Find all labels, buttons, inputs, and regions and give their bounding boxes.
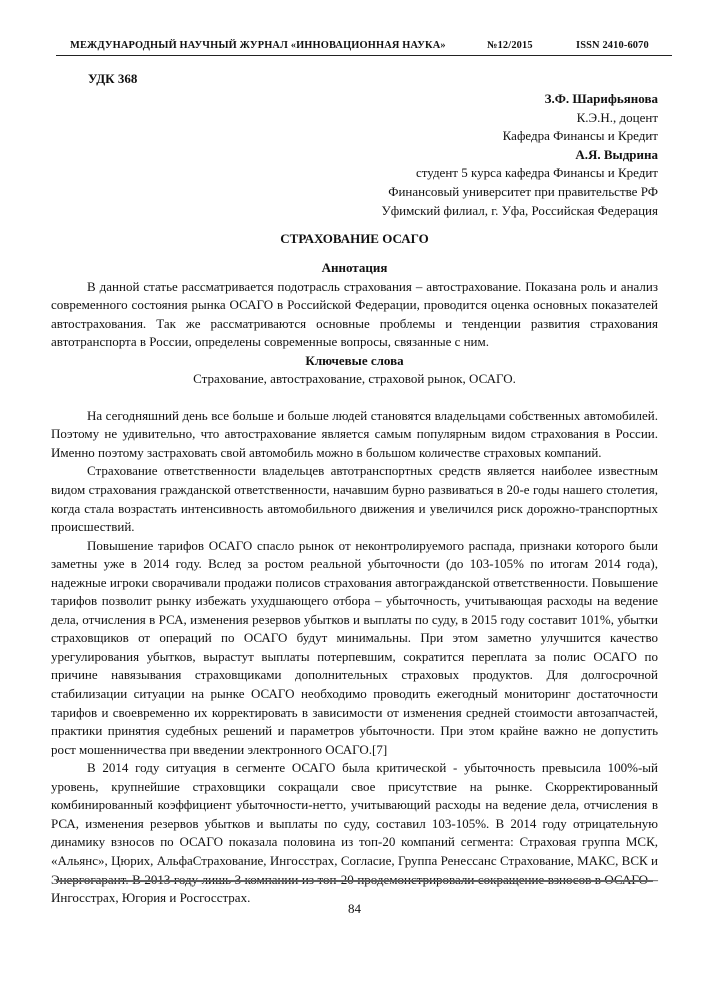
abstract-heading: Аннотация bbox=[321, 260, 388, 275]
footer-rule bbox=[56, 880, 653, 882]
author1-name: З.Ф. Шарифьянова bbox=[544, 91, 658, 106]
branch: Уфимский филиал, г. Уфа, Российская Федерация bbox=[381, 202, 658, 218]
issue-number: №12/2015 bbox=[487, 40, 533, 51]
paragraph-4: В 2014 году ситуация в сегменте ОСАГО была критической - убыточность превысила 100%-ый уровень, крупнейшие страховщики сокращали свое присутствие на рынке. Скорректированный комбинированный коэффициент убыточности-нетто, учитывающий расходы на ведение дела, отчисления в РСА, изменения резервов убытков и выплаты по суду, составил 103-105%. В 2014 году отрицательную динамику взносов по ОСАГО показала половина из топ-20 компаний сегмента: Страховая группа МСК, «Альянс», Цюрих, АльфаСтрахование, Ингосстрах, Согласие, Группа Ренессанс Страхование, МАКС, ВСК и Энергогарант. В 2013 году лишь 3 компании из топ-20 продемонстрировали сокращение взносов в ОСАГО – Ингосстрах, Югория и Росгосстрах. bbox=[51, 760, 658, 906]
author-block bbox=[138, 90, 658, 220]
udk-code: УДК 368 bbox=[88, 71, 138, 86]
keywords-heading: Ключевые слова bbox=[305, 352, 404, 368]
header-rule bbox=[56, 55, 672, 56]
abstract-text: В данной статье рассматривается подотрасль страхования – автострахование. Показана роль и анализ современного состояния рынка ОСАГО в Российской Федерации, проводится оценка основных показателей автострахования. Так же рассматриваются основные проблемы и тенденции развития страхования автотранспорта в России, определены современные вопросы, связанные с ним. bbox=[51, 278, 658, 350]
issn: ISSN 2410-6070 bbox=[576, 40, 649, 51]
author1-department: Кафедра Финансы и Кредит bbox=[502, 128, 658, 144]
keywords-text: Страхование, автострахование, страховой рынок, ОСАГО. bbox=[193, 371, 516, 387]
section-gap bbox=[51, 389, 658, 407]
page-number: 84 bbox=[348, 901, 361, 916]
paragraph-1: На сегодняшний день все больше и больше людей становятся владельцами собственных автомобилей. Поэтому не удивительно, что автострахование является самым популярным видом страхования в России. Именно поэтому застраховать свой автомобиль можно в большом количестве страховых компаний. bbox=[51, 407, 658, 460]
paragraph-2: Страхование ответственности владельцев автотранспортных средств является наиболее известным видом страхования гражданской ответственности, начавшим бурно развиваться в 20-е годы нашего столетия, когда стала возрастать интенсивность автомобильного движения и увеличился риск дорожно-транспортных происшествий. bbox=[51, 463, 658, 535]
author2-name: А.Я. Выдрина bbox=[575, 146, 658, 162]
author2-status: студент 5 курса кафедра Финансы и Кредит bbox=[415, 165, 658, 181]
article-title: СТРАХОВАНИЕ ОСАГО bbox=[280, 231, 429, 246]
author1-degree: К.Э.Н., доцент bbox=[576, 109, 658, 125]
journal-name: МЕЖДУНАРОДНЫЙ НАУЧНЫЙ ЖУРНАЛ «ИННОВАЦИОННАЯ НАУКА» bbox=[70, 40, 446, 51]
university: Финансовый университет при правительстве РФ bbox=[388, 183, 658, 199]
article-body bbox=[51, 259, 658, 908]
paragraph-3: Повышение тарифов ОСАГО спасло рынок от неконтролируемого распада, признаки которого были заметны уже в 2014 году. Вслед за ростом реальной убыточности (до 103-105% по итогам 2014 года), надежные игроки сворачивали продажи полисов страхования автогражданской ответственности. Повышение тарифов позволит рынку избежать ухудшающего отбора – убыточность, учитывающая расходы на ведение дела, отчисления в РСА, изменения резервов убытков и выплаты по суду, в 2015 году составит 101%, убытки страховщиков от операций по ОСАГО будут минимальны. При этом заметно улучшится качество урегулирования убытков, вырастут выплаты потерпевшим, сократится переплата за полис ОСАГО по причине навязывания страховщиками дополнительных страховых продуктов. Для долгосрочной стабилизации ситуации на рынке ОСАГО необходимо проводить ежегодный мониторинг достаточности тарифов и своевременно их корректировать в зависимости от изменения средней стоимости автозапчастей, практики принятия судебных решений и параметров убыточности. При этом крайне важно не допустить рост мошенничества при введении электронного ОСАГО.[7] bbox=[51, 537, 658, 757]
